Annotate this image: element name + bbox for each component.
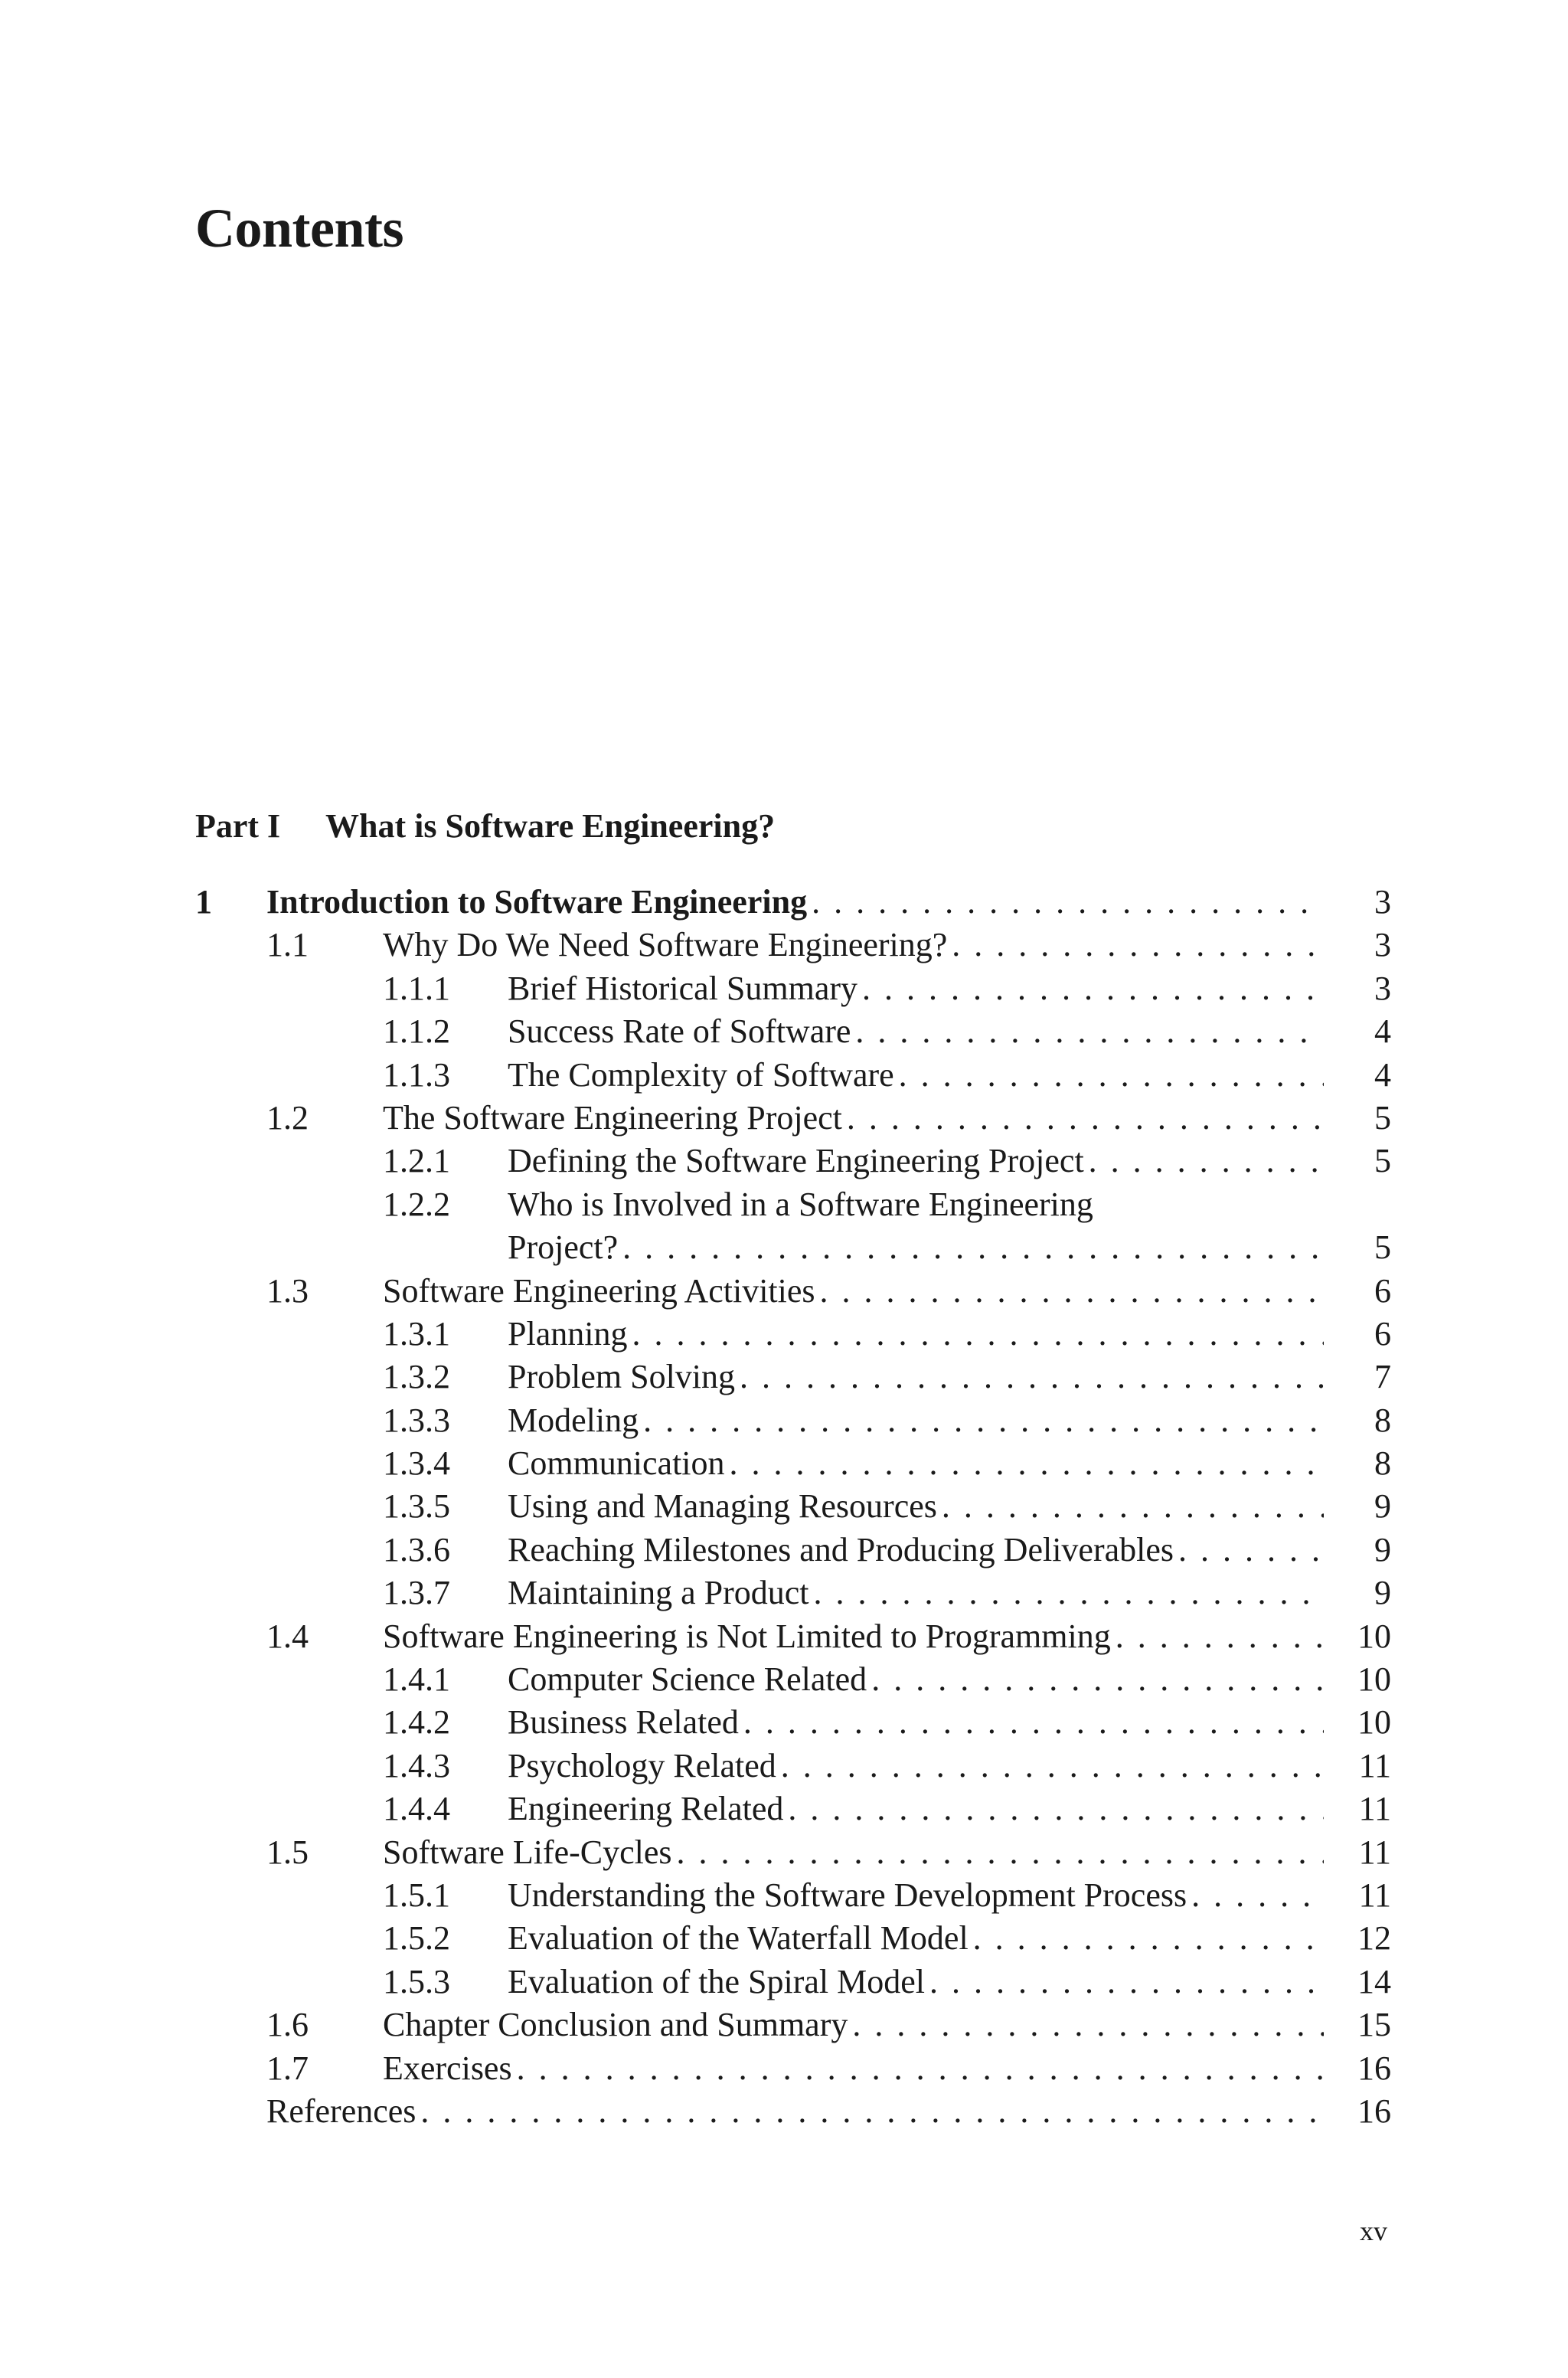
toc-dot-leaders — [867, 1658, 1324, 1701]
toc-entry-title-cell — [508, 1054, 1324, 1097]
toc-entry-title-cell — [508, 1788, 1324, 1830]
toc-entry — [195, 1270, 1391, 1313]
toc-entry-title: Evaluation of the Spiral Model — [508, 1962, 925, 2000]
toc-entry-page: 4 — [1374, 1012, 1391, 1051]
toc-entry-title-cell — [508, 1442, 1324, 1485]
toc-entry-title-cell — [383, 1831, 1324, 1874]
toc-entry-title: References — [266, 2092, 416, 2130]
toc-entry — [195, 1140, 1391, 1182]
toc-entry-number: 1.1.2 — [383, 1012, 450, 1051]
toc-entry — [195, 2047, 1391, 2090]
toc-entry-number: 1.2.2 — [383, 1185, 450, 1223]
toc-entry-page: 9 — [1374, 1530, 1391, 1568]
toc-entry-title: The Software Engineering Project — [383, 1098, 842, 1137]
toc-dot-leaders — [809, 1572, 1325, 1614]
toc-entry-title: Communication — [508, 1444, 725, 1483]
toc-entry-number: 1 — [195, 883, 212, 921]
toc-entry-page: 10 — [1357, 1660, 1391, 1699]
toc-entry-number: 1.3.6 — [383, 1530, 450, 1568]
toc-entry-title: Software Engineering Activities — [383, 1271, 815, 1310]
toc-entry-title: Using and Managing Resources — [508, 1487, 937, 1526]
toc-dot-leaders — [627, 1313, 1324, 1356]
toc-entry-title-cell — [508, 1183, 1324, 1226]
toc-entry-title-cell — [383, 2047, 1324, 2090]
toc-entry-title: Modeling — [508, 1401, 639, 1439]
toc-entry-title: Problem Solving — [508, 1358, 736, 1396]
toc-dot-leaders — [639, 1399, 1324, 1442]
toc-entry-number: 1.4.3 — [383, 1746, 450, 1784]
toc-entry — [195, 1615, 1391, 1658]
toc-entry-number: 1.5.3 — [383, 1962, 450, 2000]
toc-dot-leaders — [512, 2047, 1324, 2090]
toc-entry-title: Reaching Milestones and Producing Deliverables — [508, 1530, 1174, 1568]
toc-entry-number: 1.3 — [266, 1271, 309, 1310]
toc-entry-title: Project? — [508, 1228, 619, 1267]
toc-dot-leaders — [783, 1788, 1324, 1830]
toc-entry-title-cell — [508, 1572, 1324, 1614]
toc-entry-page: 11 — [1358, 1746, 1391, 1784]
toc-entry-title: Brief Historical Summary — [508, 969, 858, 1007]
toc-entry — [195, 1356, 1391, 1398]
toc-entry — [195, 1874, 1391, 1917]
toc-dot-leaders — [672, 1831, 1324, 1874]
toc-entry-number: 1.1 — [266, 926, 309, 964]
toc-entry-page: 10 — [1357, 1703, 1391, 1742]
toc-entry-title: Exercises — [383, 2049, 512, 2087]
toc-entry-number: 1.4.2 — [383, 1703, 450, 1742]
toc-entry-page: 10 — [1357, 1617, 1391, 1655]
toc-entry-number: 1.3.5 — [383, 1487, 450, 1526]
toc-entry-title-cell — [383, 1270, 1324, 1313]
toc-dot-leaders — [725, 1442, 1324, 1485]
toc-entry-number: 1.3.2 — [383, 1358, 450, 1396]
toc-dot-leaders — [416, 2090, 1324, 2133]
toc-entry-number: 1.3.7 — [383, 1574, 450, 1612]
toc-entry-number: 1.5 — [266, 1833, 309, 1871]
toc-entry-number: 1.3.1 — [383, 1314, 450, 1353]
toc-entry-page: 14 — [1357, 1962, 1391, 2000]
toc-entry-title: Evaluation of the Waterfall Model — [508, 1919, 969, 1958]
toc-dot-leaders — [1111, 1615, 1324, 1658]
toc-entry-page: 11 — [1358, 1876, 1391, 1914]
toc-entry-title-cell — [508, 1529, 1324, 1572]
toc-dot-leaders — [807, 881, 1324, 924]
toc-dot-leaders — [1174, 1529, 1324, 1572]
toc-entry-title-cell — [266, 881, 1324, 924]
toc-entry-number: 1.5.1 — [383, 1876, 450, 1914]
toc-entry-page: 3 — [1374, 926, 1391, 964]
toc-entry-page: 4 — [1374, 1055, 1391, 1094]
toc-entry-title: Psychology Related — [508, 1746, 776, 1784]
toc-dot-leaders — [848, 2003, 1324, 2046]
toc-entry-page: 5 — [1374, 1098, 1391, 1137]
page-title: Contents — [195, 198, 404, 259]
table-of-contents — [195, 881, 1391, 2133]
toc-entry-title-cell — [508, 1701, 1324, 1744]
toc-entry — [195, 1529, 1391, 1572]
toc-entry — [195, 1010, 1391, 1053]
page-folio: xv — [1360, 2216, 1387, 2246]
toc-entry-page: 9 — [1374, 1487, 1391, 1526]
toc-entry-page: 16 — [1357, 2049, 1391, 2087]
toc-entry — [195, 1485, 1391, 1528]
toc-entry-page: 11 — [1358, 1790, 1391, 1828]
toc-entry — [195, 1399, 1391, 1442]
toc-entry-title: Introduction to Software Engineering — [266, 883, 808, 921]
toc-entry — [195, 881, 1391, 924]
toc-dot-leaders — [1084, 1140, 1324, 1182]
toc-entry-title: Computer Science Related — [508, 1660, 867, 1699]
toc-entry — [195, 1788, 1391, 1830]
toc-dot-leaders — [1187, 1874, 1324, 1917]
toc-entry-title: Business Related — [508, 1703, 739, 1742]
part-heading — [195, 807, 776, 845]
toc-entry-title-cell — [508, 1010, 1324, 1053]
toc-entry — [195, 1054, 1391, 1097]
toc-entry-title-cell — [383, 924, 1324, 967]
toc-entry — [195, 1917, 1391, 1960]
toc-entry-page: 8 — [1374, 1401, 1391, 1439]
toc-entry-page: 3 — [1374, 969, 1391, 1007]
toc-entry-number: 1.7 — [266, 2049, 309, 2087]
toc-entry — [195, 1572, 1391, 1614]
toc-entry-page: 12 — [1357, 1919, 1391, 1958]
toc-entry-number: 1.1.1 — [383, 969, 450, 1007]
toc-entry-number: 1.2 — [266, 1098, 309, 1137]
toc-entry-title: Why Do We Need Software Engineering? — [383, 926, 948, 964]
part-number: Part I — [195, 807, 281, 845]
toc-entry-title: Planning — [508, 1314, 628, 1353]
toc-entry — [195, 1226, 1391, 1269]
toc-entry-page: 16 — [1357, 2092, 1391, 2130]
toc-entry-title-cell — [508, 1874, 1324, 1917]
toc-entry-title: Success Rate of Software — [508, 1012, 851, 1051]
toc-entry-title-cell — [508, 1399, 1324, 1442]
toc-entry-page: 9 — [1374, 1574, 1391, 1612]
toc-entry-title-cell — [383, 1615, 1324, 1658]
toc-entry-title-cell — [508, 1140, 1324, 1182]
toc-entry — [195, 1701, 1391, 1744]
toc-entry-title: Engineering Related — [508, 1790, 784, 1828]
toc-entry-title-cell — [508, 1961, 1324, 2003]
toc-entry-title: Defining the Software Engineering Project — [508, 1142, 1084, 1180]
toc-dot-leaders — [858, 967, 1324, 1010]
toc-entry-title-cell — [266, 2090, 1324, 2133]
toc-entry — [195, 1961, 1391, 2003]
toc-entry-number: 1.6 — [266, 2006, 309, 2044]
toc-entry-title-cell — [508, 1658, 1324, 1701]
toc-dot-leaders — [937, 1485, 1324, 1528]
toc-entry-number: 1.4 — [266, 1617, 309, 1655]
toc-entry — [195, 1442, 1391, 1485]
toc-dot-leaders — [894, 1054, 1324, 1097]
toc-entry-page: 3 — [1374, 883, 1391, 921]
toc-entry-page: 8 — [1374, 1444, 1391, 1483]
toc-dot-leaders — [815, 1270, 1324, 1313]
toc-entry-number: 1.1.3 — [383, 1055, 450, 1094]
toc-entry-title: Software Engineering is Not Limited to Programming — [383, 1617, 1111, 1655]
toc-entry-title: Maintaining a Product — [508, 1574, 809, 1612]
toc-dot-leaders — [842, 1097, 1324, 1140]
toc-entry-title-cell — [508, 1917, 1324, 1960]
toc-entry-title-cell — [508, 1226, 1324, 1269]
toc-entry-page: 15 — [1357, 2006, 1391, 2044]
toc-entry-page: 6 — [1374, 1271, 1391, 1310]
toc-entry-title-cell — [383, 1097, 1324, 1140]
toc-entry-number: 1.2.1 — [383, 1142, 450, 1180]
toc-entry-number: 1.3.3 — [383, 1401, 450, 1439]
toc-entry — [195, 1745, 1391, 1788]
toc-dot-leaders — [776, 1745, 1324, 1788]
toc-entry-title-cell — [383, 2003, 1324, 2046]
toc-entry-title: The Complexity of Software — [508, 1055, 894, 1094]
toc-entry-page: 5 — [1374, 1142, 1391, 1180]
toc-dot-leaders — [925, 1961, 1324, 2003]
toc-entry-title: Understanding the Software Development Process — [508, 1876, 1187, 1914]
toc-entry — [195, 2003, 1391, 2046]
toc-entry-title: Who is Involved in a Software Engineering — [508, 1185, 1093, 1223]
toc-dot-leaders — [739, 1701, 1324, 1744]
toc-entry-title-cell — [508, 1313, 1324, 1356]
toc-entry — [195, 967, 1391, 1010]
toc-entry — [195, 1658, 1391, 1701]
toc-entry-title-cell — [508, 1356, 1324, 1398]
toc-entry-page: 11 — [1358, 1833, 1391, 1871]
toc-entry-number: 1.3.4 — [383, 1444, 450, 1483]
toc-entry — [195, 2090, 1391, 2133]
toc-entry-title: Chapter Conclusion and Summary — [383, 2006, 848, 2044]
part-title: What is Software Engineering? — [325, 807, 776, 845]
toc-entry-title-cell — [508, 967, 1324, 1010]
toc-entry-title-cell — [508, 1745, 1324, 1788]
toc-entry-title-cell — [508, 1485, 1324, 1528]
toc-dot-leaders — [969, 1917, 1324, 1960]
toc-dot-leaders — [947, 924, 1324, 967]
toc-entry-number: 1.5.2 — [383, 1919, 450, 1958]
toc-dot-leaders — [735, 1356, 1324, 1398]
toc-entry-page: 7 — [1374, 1358, 1391, 1396]
toc-dot-leaders — [618, 1226, 1324, 1269]
toc-entry-page: 6 — [1374, 1314, 1391, 1353]
toc-entry-number: 1.4.1 — [383, 1660, 450, 1699]
toc-entry-title: Software Life-Cycles — [383, 1833, 672, 1871]
toc-entry — [195, 1183, 1391, 1226]
toc-entry-page: 5 — [1374, 1228, 1391, 1267]
toc-entry — [195, 1097, 1391, 1140]
toc-entry — [195, 1313, 1391, 1356]
toc-entry — [195, 924, 1391, 967]
toc-entry — [195, 1831, 1391, 1874]
toc-dot-leaders — [851, 1010, 1324, 1053]
toc-entry-number: 1.4.4 — [383, 1790, 450, 1828]
